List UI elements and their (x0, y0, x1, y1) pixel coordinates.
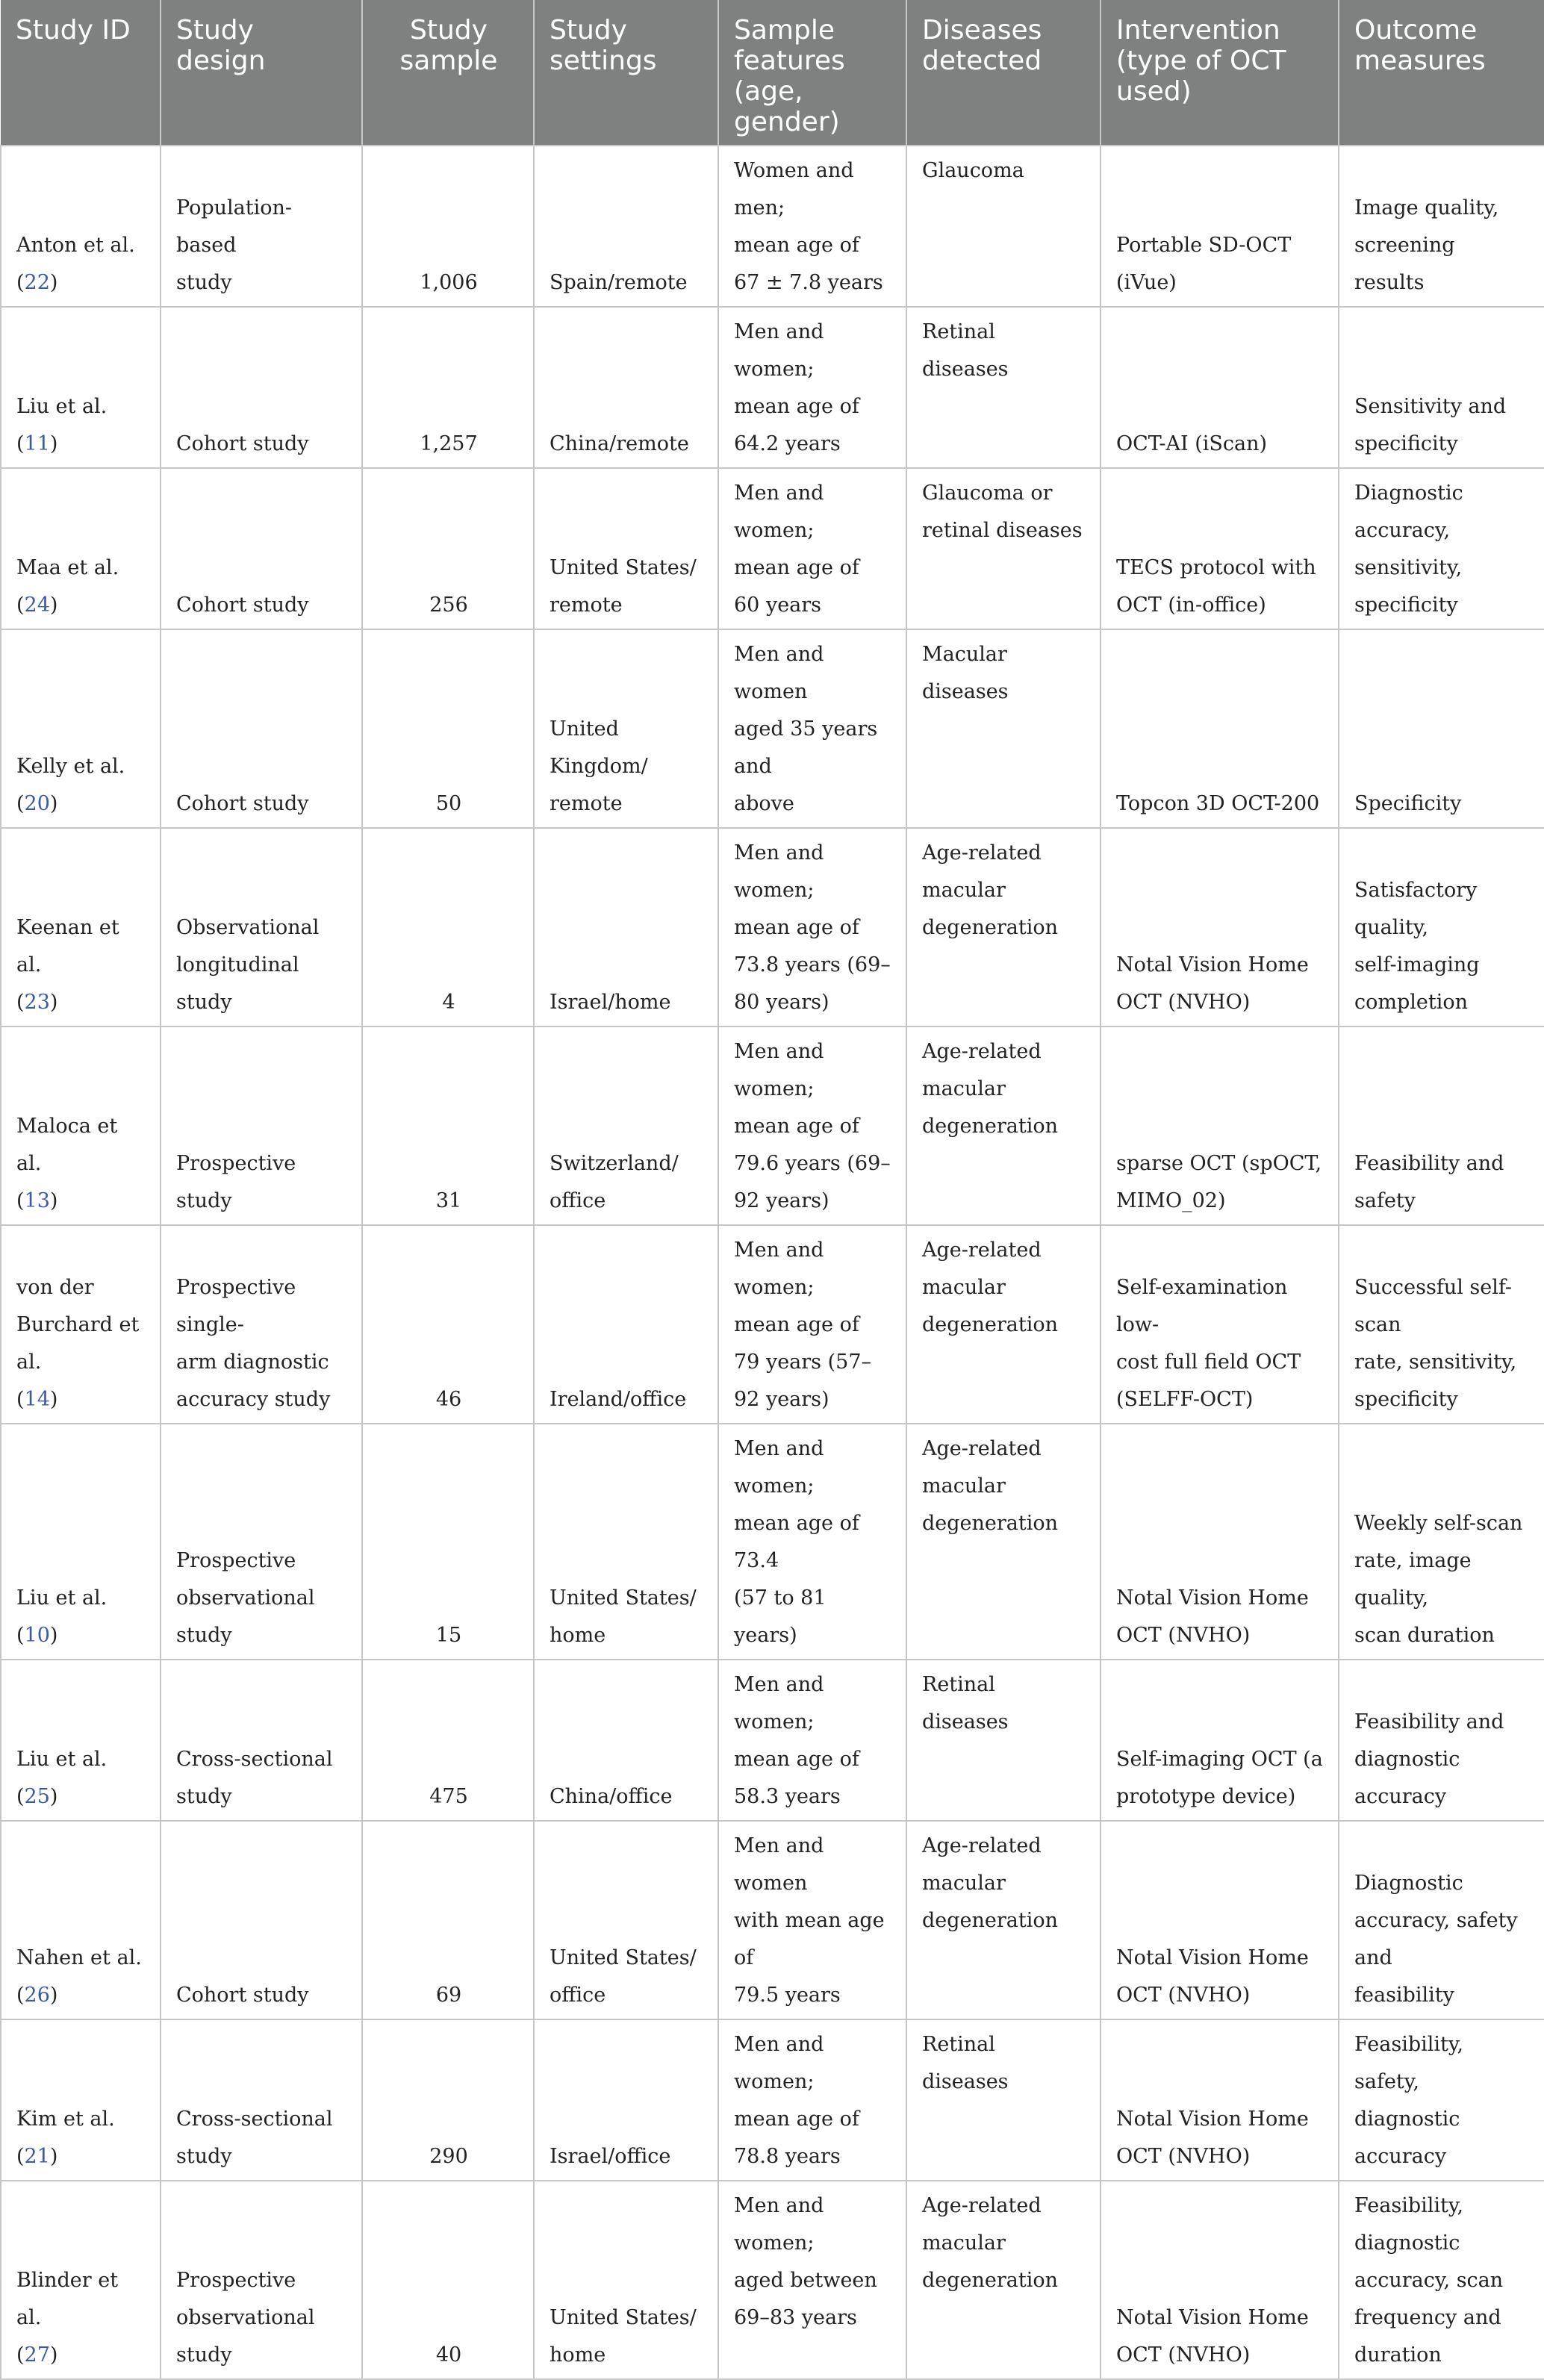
cell-study-settings: United States/ remote (534, 468, 718, 629)
reference-link[interactable]: 21 (24, 2145, 50, 2168)
table-row (1, 1225, 1544, 1424)
cell-study-design: Prospective study (161, 1027, 362, 1225)
study-id-suffix: ) (49, 594, 58, 617)
study-id-suffix: ) (49, 271, 58, 294)
cell-sample-features: Men and women; mean age of 60 years (718, 468, 906, 629)
cell-study-settings: Israel/home (534, 828, 718, 1027)
cell-study-settings: United States/ home (534, 1424, 718, 1660)
cell-outcome-measures: Diagnostic accuracy, safety and feasibility (1339, 1821, 1544, 2019)
study-id-text: Maloca et al. ( (16, 1115, 118, 1212)
cell-diseases-detected: Macular diseases (906, 629, 1101, 828)
header-sample-features: Sample features (age, gender) (718, 0, 906, 146)
cell-study-design: Cohort study (161, 1821, 362, 2019)
cell-study-design: Cohort study (161, 307, 362, 468)
reference-link[interactable]: 20 (24, 792, 50, 815)
cell-study-sample: 475 (362, 1660, 534, 1821)
cell-sample-features: Men and women aged 35 years and above (718, 629, 906, 828)
cell-sample-features: Men and women; mean age of 79 years (57– 92 years) (718, 1225, 906, 1424)
cell-study-id (1, 1225, 161, 1424)
header-diseases-detected: Diseases detected (906, 0, 1101, 146)
cell-sample-features: Men and women with mean age of 79.5 years (718, 1821, 906, 2019)
cell-intervention: Topcon 3D OCT-200 (1101, 629, 1339, 828)
cell-study-id (1, 629, 161, 828)
cell-outcome-measures: Weekly self-scan rate, image quality, scan duration (1339, 1424, 1544, 1660)
cell-intervention: Notal Vision Home OCT (NVHO) (1101, 1424, 1339, 1660)
cell-outcome-measures: Diagnostic accuracy, sensitivity, specificity (1339, 468, 1544, 629)
reference-link[interactable]: 26 (24, 1984, 50, 2007)
study-id-text: Kelly et al. ( (16, 755, 125, 815)
study-id-suffix: ) (49, 432, 58, 455)
cell-study-design: Observational longitudinal study (161, 828, 362, 1027)
cell-study-id (1, 1027, 161, 1225)
header-intervention: Intervention (type of OCT used) (1101, 0, 1339, 146)
cell-sample-features: Men and women; mean age of 64.2 years (718, 307, 906, 468)
cell-diseases-detected: Glaucoma or retinal diseases (906, 468, 1101, 629)
table-row (1, 629, 1544, 828)
study-id-text: Liu et al. ( (16, 1586, 108, 1647)
cell-sample-features: Men and women; mean age of 73.8 years (69– 80 years) (718, 828, 906, 1027)
study-id-suffix: ) (49, 1984, 58, 2007)
study-id-text: Nahen et al. ( (16, 1946, 142, 2007)
study-id-text: Blinder et al. ( (16, 2269, 119, 2367)
cell-study-settings: Israel/office (534, 2019, 718, 2181)
cell-study-id (1, 1660, 161, 1821)
cell-study-id (1, 2019, 161, 2181)
cell-intervention: TECS protocol with OCT (in-office) (1101, 468, 1339, 629)
cell-study-id (1, 828, 161, 1027)
cell-diseases-detected: Retinal diseases (906, 1660, 1101, 1821)
cell-outcome-measures: Feasibility and safety (1339, 1027, 1544, 1225)
header-study-settings: Study settings (534, 0, 718, 146)
cell-diseases-detected: Age-related macular degeneration (906, 1424, 1101, 1660)
table-row (1, 2019, 1544, 2181)
cell-study-settings: United States/ home (534, 2181, 718, 2379)
study-id-text: Liu et al. ( (16, 395, 108, 455)
reference-link[interactable]: 27 (24, 2343, 50, 2367)
cell-study-sample: 69 (362, 1821, 534, 2019)
cell-study-design: Cross-sectional study (161, 2019, 362, 2181)
cell-diseases-detected: Retinal diseases (906, 307, 1101, 468)
study-id-suffix: ) (49, 1189, 58, 1212)
header-study-design: Study design (161, 0, 362, 146)
reference-link[interactable]: 11 (24, 432, 50, 455)
table-row (1, 1424, 1544, 1660)
cell-study-sample: 15 (362, 1424, 534, 1660)
cell-diseases-detected: Retinal diseases (906, 2019, 1101, 2181)
header-study-sample: Study sample (362, 0, 534, 146)
cell-intervention: Notal Vision Home OCT (NVHO) (1101, 2019, 1339, 2181)
cell-intervention: Notal Vision Home OCT (NVHO) (1101, 2181, 1339, 2379)
cell-study-settings: United States/ office (534, 1821, 718, 2019)
cell-outcome-measures: Image quality, screening results (1339, 146, 1544, 307)
study-id-suffix: ) (49, 1624, 58, 1647)
table-row (1, 1027, 1544, 1225)
cell-sample-features: Men and women; mean age of 73.4 (57 to 81 years) (718, 1424, 906, 1660)
cell-study-id (1, 307, 161, 468)
table-row (1, 307, 1544, 468)
cell-intervention: Self-imaging OCT (a prototype device) (1101, 1660, 1339, 1821)
cell-sample-features: Men and women; mean age of 79.6 years (69– 92 years) (718, 1027, 906, 1225)
cell-study-sample: 1,257 (362, 307, 534, 468)
table-row (1, 1821, 1544, 2019)
cell-study-settings: Ireland/office (534, 1225, 718, 1424)
cell-study-settings: China/remote (534, 307, 718, 468)
cell-diseases-detected: Glaucoma (906, 146, 1101, 307)
cell-sample-features: Men and women; aged between 69–83 years (718, 2181, 906, 2379)
header-row (1, 0, 1544, 146)
study-id-text: Liu et al. ( (16, 1748, 108, 1808)
cell-study-id (1, 1821, 161, 2019)
cell-study-design: Prospective observational study (161, 2181, 362, 2379)
table-row (1, 1660, 1544, 1821)
cell-study-sample: 1,006 (362, 146, 534, 307)
cell-intervention: OCT-AI (iScan) (1101, 307, 1339, 468)
cell-study-id (1, 1424, 161, 1660)
cell-study-id (1, 2181, 161, 2379)
cell-outcome-measures: Feasibility, diagnostic accuracy, scan frequency and duration (1339, 2181, 1544, 2379)
reference-link[interactable]: 24 (24, 594, 50, 617)
study-id-suffix: ) (49, 792, 58, 815)
cell-intervention: Portable SD-OCT (iVue) (1101, 146, 1339, 307)
cell-outcome-measures: Satisfactory quality, self-imaging completion (1339, 828, 1544, 1027)
cell-diseases-detected: Age-related macular degeneration (906, 1027, 1101, 1225)
study-id-suffix: ) (49, 2145, 58, 2168)
cell-study-sample: 50 (362, 629, 534, 828)
cell-study-design: Prospective observational study (161, 1424, 362, 1660)
cell-study-design: Cohort study (161, 468, 362, 629)
cell-study-sample: 31 (362, 1027, 534, 1225)
cell-sample-features: Women and men; mean age of 67 ± 7.8 years (718, 146, 906, 307)
study-id-suffix: ) (49, 991, 58, 1014)
header-study-id: Study ID (1, 0, 161, 146)
cell-study-sample: 4 (362, 828, 534, 1027)
study-id-text: Anton et al. ( (16, 234, 135, 294)
reference-link[interactable]: 25 (24, 1785, 50, 1808)
cell-study-settings: China/office (534, 1660, 718, 1821)
cell-study-id (1, 146, 161, 307)
reference-link[interactable]: 14 (24, 1388, 50, 1411)
cell-study-settings: United Kingdom/ remote (534, 629, 718, 828)
cell-outcome-measures: Feasibility and diagnostic accuracy (1339, 1660, 1544, 1821)
reference-link[interactable]: 13 (24, 1189, 50, 1212)
cell-outcome-measures: Specificity (1339, 629, 1544, 828)
cell-study-design: Population-based study (161, 146, 362, 307)
cell-intervention: Notal Vision Home OCT (NVHO) (1101, 1821, 1339, 2019)
cell-study-design: Cohort study (161, 629, 362, 828)
table-row (1, 828, 1544, 1027)
reference-link[interactable]: 23 (24, 991, 50, 1014)
cell-intervention: sparse OCT (spOCT, MIMO_02) (1101, 1027, 1339, 1225)
study-id-suffix: ) (49, 2343, 58, 2367)
cell-sample-features: Men and women; mean age of 58.3 years (718, 1660, 906, 1821)
cell-study-sample: 40 (362, 2181, 534, 2379)
reference-link[interactable]: 10 (24, 1624, 50, 1647)
study-id-text: Keenan et al. ( (16, 916, 119, 1014)
cell-intervention: Self-examination low- cost full field OCT (SELFF-OCT) (1101, 1225, 1339, 1424)
study-id-text: von der Burchard et al. ( (16, 1276, 140, 1411)
study-id-text: Maa et al. ( (16, 556, 119, 617)
cell-outcome-measures: Sensitivity and specificity (1339, 307, 1544, 468)
table-row (1, 468, 1544, 629)
cell-study-design: Cross-sectional study (161, 1660, 362, 1821)
study-id-text: Kim et al. ( (16, 2108, 115, 2168)
cell-intervention: Notal Vision Home OCT (NVHO) (1101, 828, 1339, 1027)
cell-sample-features: Men and women; mean age of 78.8 years (718, 2019, 906, 2181)
cell-diseases-detected: Age-related macular degeneration (906, 1225, 1101, 1424)
cell-study-sample: 290 (362, 2019, 534, 2181)
table-row (1, 146, 1544, 307)
cell-outcome-measures: Successful self-scan rate, sensitivity, specificity (1339, 1225, 1544, 1424)
cell-study-settings: Switzerland/ office (534, 1027, 718, 1225)
table-row (1, 2181, 1544, 2379)
cell-study-design: Prospective single- arm diagnostic accuracy study (161, 1225, 362, 1424)
cell-study-id (1, 468, 161, 629)
cell-study-settings: Spain/remote (534, 146, 718, 307)
study-id-suffix: ) (49, 1388, 58, 1411)
reference-link[interactable]: 22 (24, 271, 50, 294)
cell-diseases-detected: Age-related macular degeneration (906, 1821, 1101, 2019)
cell-study-sample: 256 (362, 468, 534, 629)
cell-diseases-detected: Age-related macular degeneration (906, 2181, 1101, 2379)
cell-diseases-detected: Age-related macular degeneration (906, 828, 1101, 1027)
cell-outcome-measures: Feasibility, safety, diagnostic accuracy (1339, 2019, 1544, 2181)
study-id-suffix: ) (49, 1785, 58, 1808)
cell-study-sample: 46 (362, 1225, 534, 1424)
header-outcome-measures: Outcome measures (1339, 0, 1544, 146)
